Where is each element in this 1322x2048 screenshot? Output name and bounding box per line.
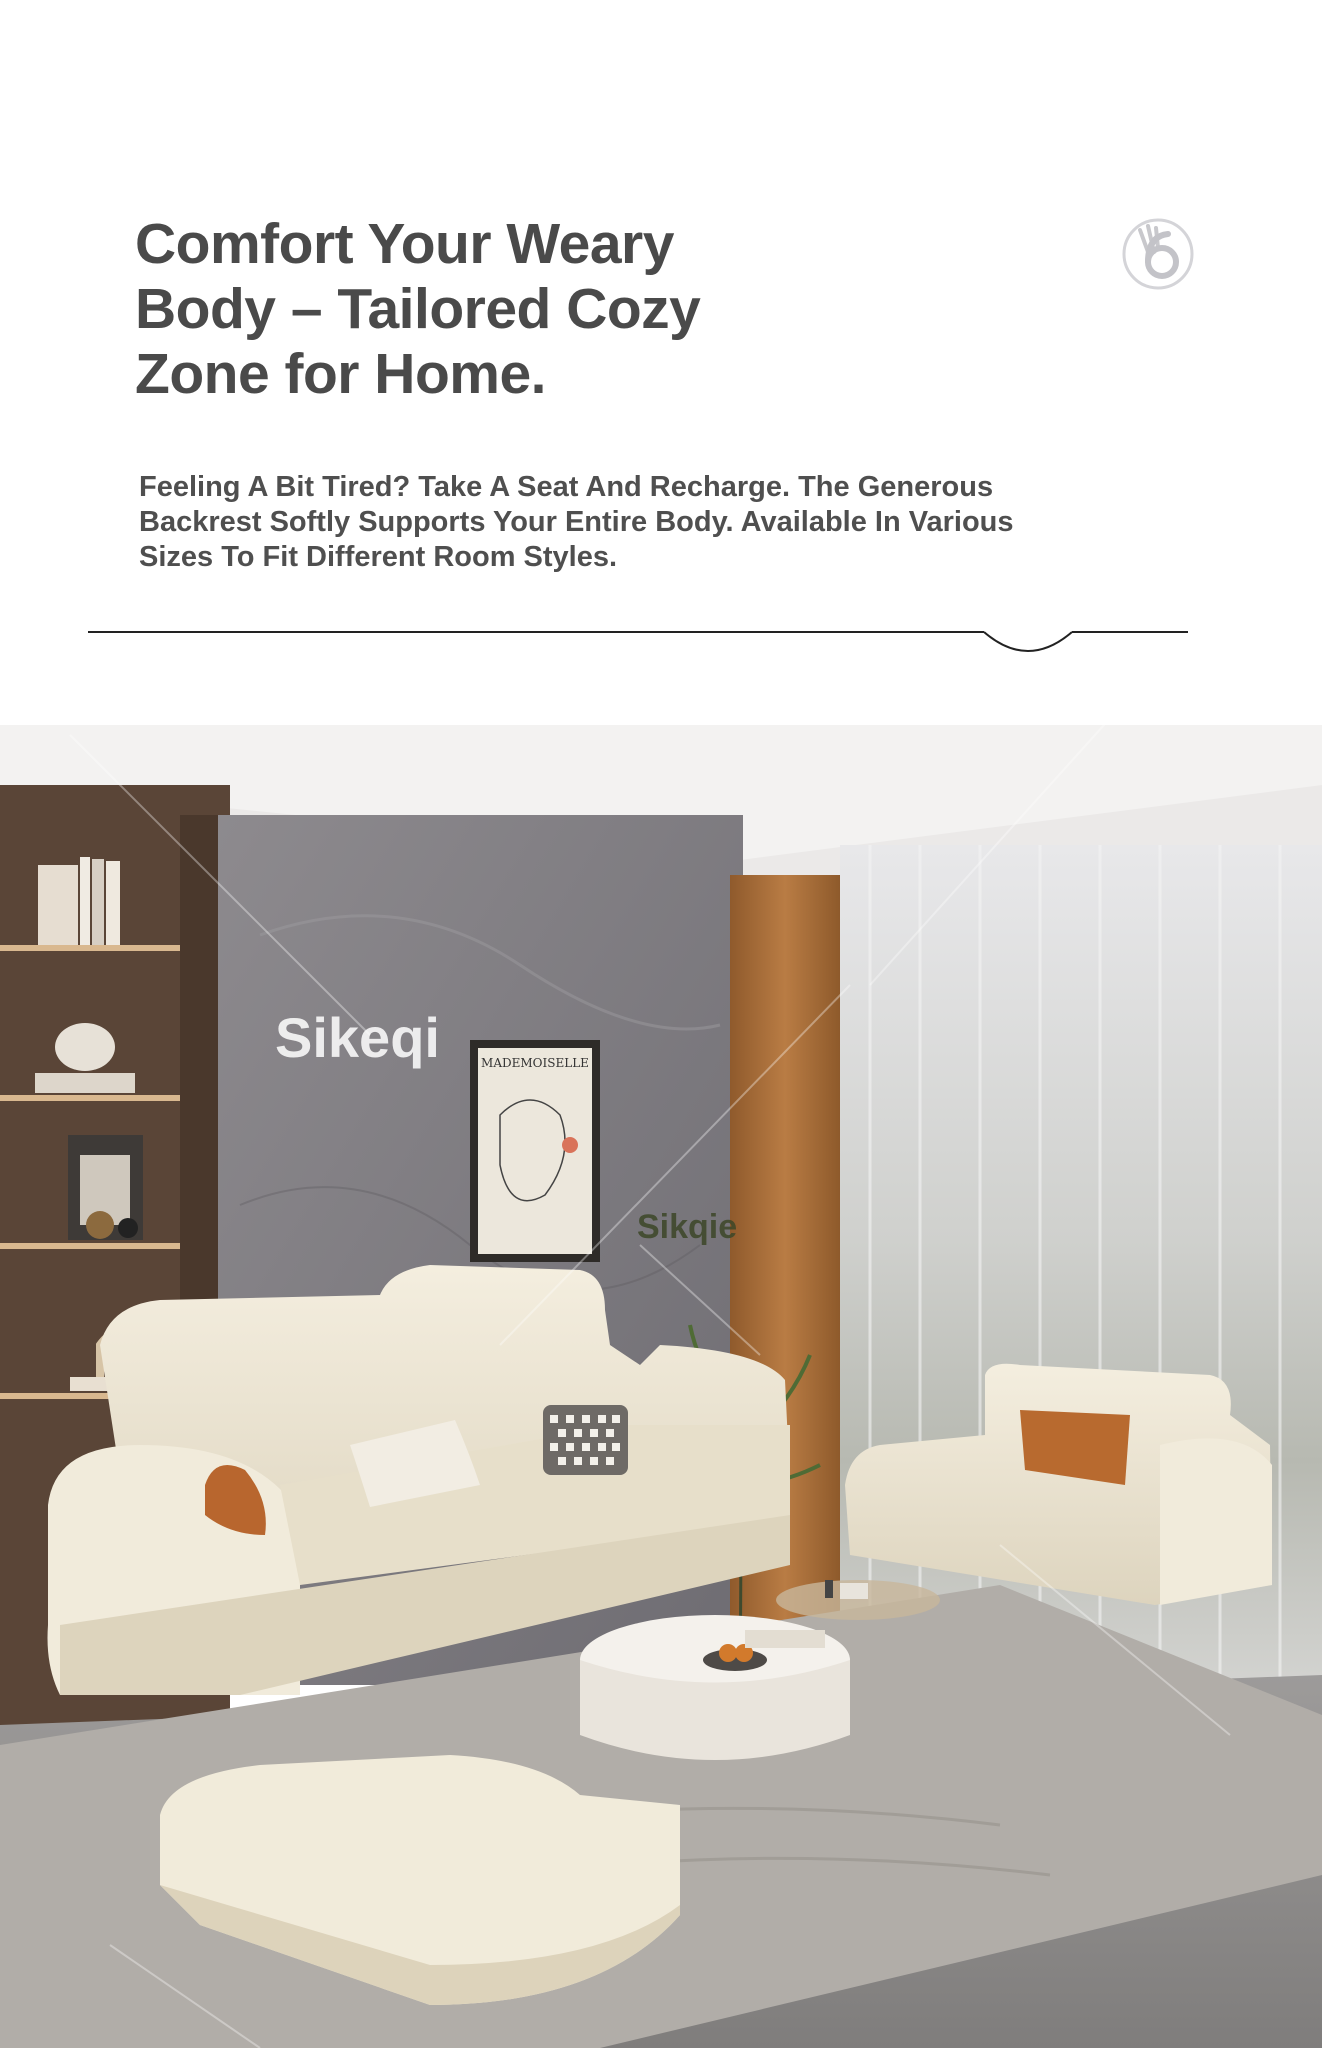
watermark-secondary: Sikqie — [637, 1208, 738, 1246]
brand-logo-icon — [1118, 212, 1198, 292]
svg-text:MADEMOISELLE: MADEMOISELLE — [481, 1056, 589, 1070]
page-subtitle: Feeling A Bit Tired? Take A Seat And Recharge. The Generous Backrest Softly Supports Your Entire Body. Available In Various Sizes To Fit Different Room Styles. — [139, 471, 1014, 573]
watermark-primary: Sikeqi — [275, 1006, 440, 1069]
page-title: Comfort Your Weary Body – Tailored Cozy Zone for Home. — [135, 212, 701, 406]
section-divider — [88, 620, 1188, 670]
living-room-photo — [0, 725, 1322, 2048]
